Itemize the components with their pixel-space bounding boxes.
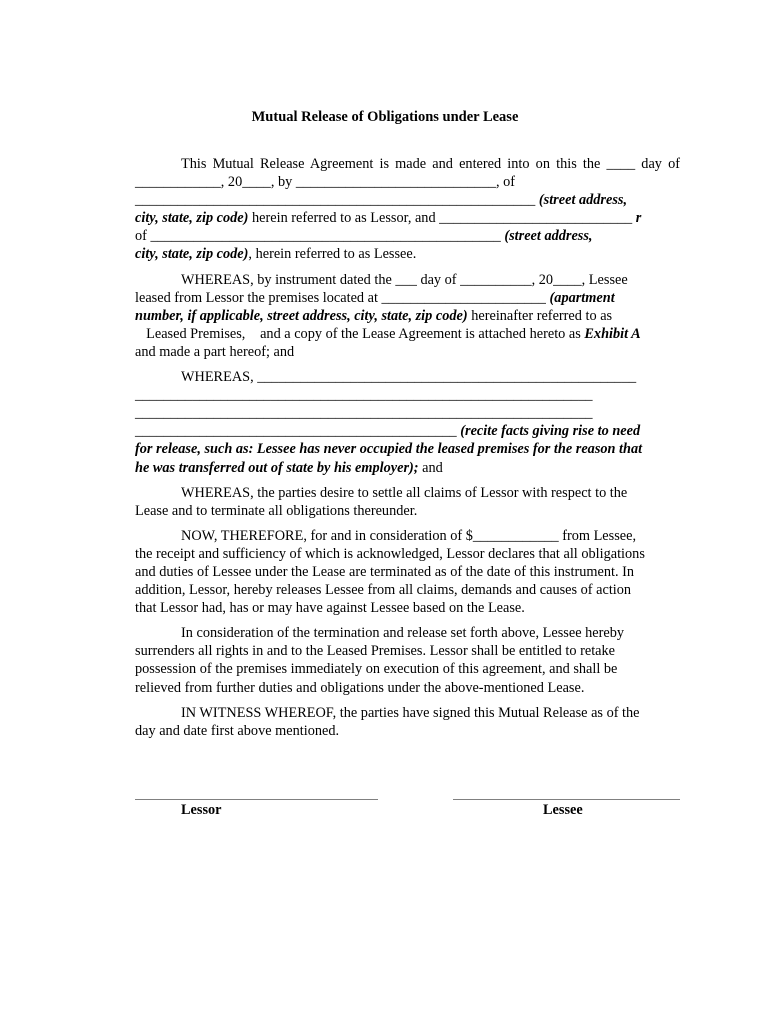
text-line: WHEREAS, by instrument dated the ___ day of __________, 20____, Lessee xyxy=(181,271,628,288)
text-line: ________________________________________________________________ xyxy=(135,405,593,422)
paragraph-consideration xyxy=(135,624,680,696)
text-line: leased from Lessor the premises located at _______________________ xyxy=(135,289,550,306)
text-line: This Mutual Release Agreement is made and entered into on this the ____ day of xyxy=(181,156,680,172)
text-line: that Lessor had, has or may have against Lessee based on the Lease. xyxy=(135,600,525,617)
exhibit-label: Exhibit A xyxy=(562,325,619,342)
paragraph-whereas-settle xyxy=(135,484,680,520)
document-body xyxy=(135,155,680,740)
paragraph-parties xyxy=(135,155,680,264)
text-line: day and date first above mentioned. xyxy=(135,722,340,739)
placeholder-hint: (recite facts giving rise to need xyxy=(456,423,641,440)
text-line: , herein referred to as Lessee. xyxy=(248,246,417,263)
placeholder-hint: r xyxy=(632,210,642,227)
text-line: of _________________________________________________ xyxy=(135,228,501,245)
text-line: surrenders all rights in and to the Leased Premises. Lessor shall be entitled to retake xyxy=(135,643,615,660)
document-title: Mutual Release of Obligations under Lease xyxy=(251,109,519,125)
lessee-signature-line xyxy=(453,799,680,800)
placeholder-hint: (street address, xyxy=(500,228,593,245)
lessee-label: Lessee xyxy=(543,802,583,818)
paragraph-whereas-facts xyxy=(135,368,680,477)
paragraph-whereas-lease xyxy=(135,271,680,361)
placeholder-hint: city, state, zip code) xyxy=(135,246,249,263)
text-line: relieved from further duties and obligations under the above-mentioned Lease. xyxy=(135,679,585,696)
placeholder-hint: (apartment xyxy=(549,289,615,306)
text-line: NOW, THEREFORE, for and in consideration of $____________ from Lessee, xyxy=(181,527,637,544)
text-line: Leased Premises, and a copy of the Lease Agreement is attached hereto as xyxy=(135,325,563,342)
placeholder-hint: number, if applicable, street address, city, state, zip code) xyxy=(135,307,468,324)
text-line: herein referred to as Lessor, and ___________________________ xyxy=(248,210,633,227)
text-line: In consideration of the termination and release set forth above, Lessee hereby xyxy=(181,625,625,642)
text-line: Lease and to terminate all obligations thereunder. xyxy=(135,502,418,519)
text-line: the receipt and sufficiency of which is acknowledged, Lessor declares that all obligations xyxy=(135,545,645,562)
lessor-label: Lessor xyxy=(181,802,222,818)
lessor-signature-line xyxy=(135,799,378,800)
text-line: possession of the premises immediately on execution of this agreement, and shall be xyxy=(135,661,618,678)
paragraph-now-therefore xyxy=(135,527,680,617)
text-line: IN WITNESS WHEREOF, the parties have signed this Mutual Release as of the xyxy=(181,704,640,721)
text-line: addition, Lessor, hereby releases Lessee from all claims, demands and causes of action xyxy=(135,582,632,599)
text-line: and xyxy=(418,459,443,476)
paragraph-witness xyxy=(135,704,680,740)
text-line: and duties of Lessee under the Lease are terminated as of the date of this instrument. In xyxy=(135,563,635,580)
text-line: ____________, 20____, by ____________________________, of xyxy=(135,174,516,191)
text-line: ________________________________________________________ xyxy=(135,192,536,209)
text-line: and made a part hereof; and xyxy=(135,343,295,360)
text-line: hereinafter referred to as xyxy=(467,307,613,324)
placeholder-hint: city, state, zip code) xyxy=(135,210,249,227)
placeholder-hint: for release, such as: Lessee has never occupied the leased premises for the reason that xyxy=(135,441,643,458)
placeholder-hint: he was transferred out of state by his employer); xyxy=(135,459,419,476)
placeholder-hint: (street address, xyxy=(535,192,628,209)
text-line: ________________________________________________________________ xyxy=(135,387,593,404)
text-line: _____________________________________________ xyxy=(135,423,457,440)
text-line: WHEREAS, _____________________________________________________ xyxy=(181,369,637,386)
text-line: WHEREAS, the parties desire to settle all claims of Lessor with respect to the xyxy=(181,484,628,501)
